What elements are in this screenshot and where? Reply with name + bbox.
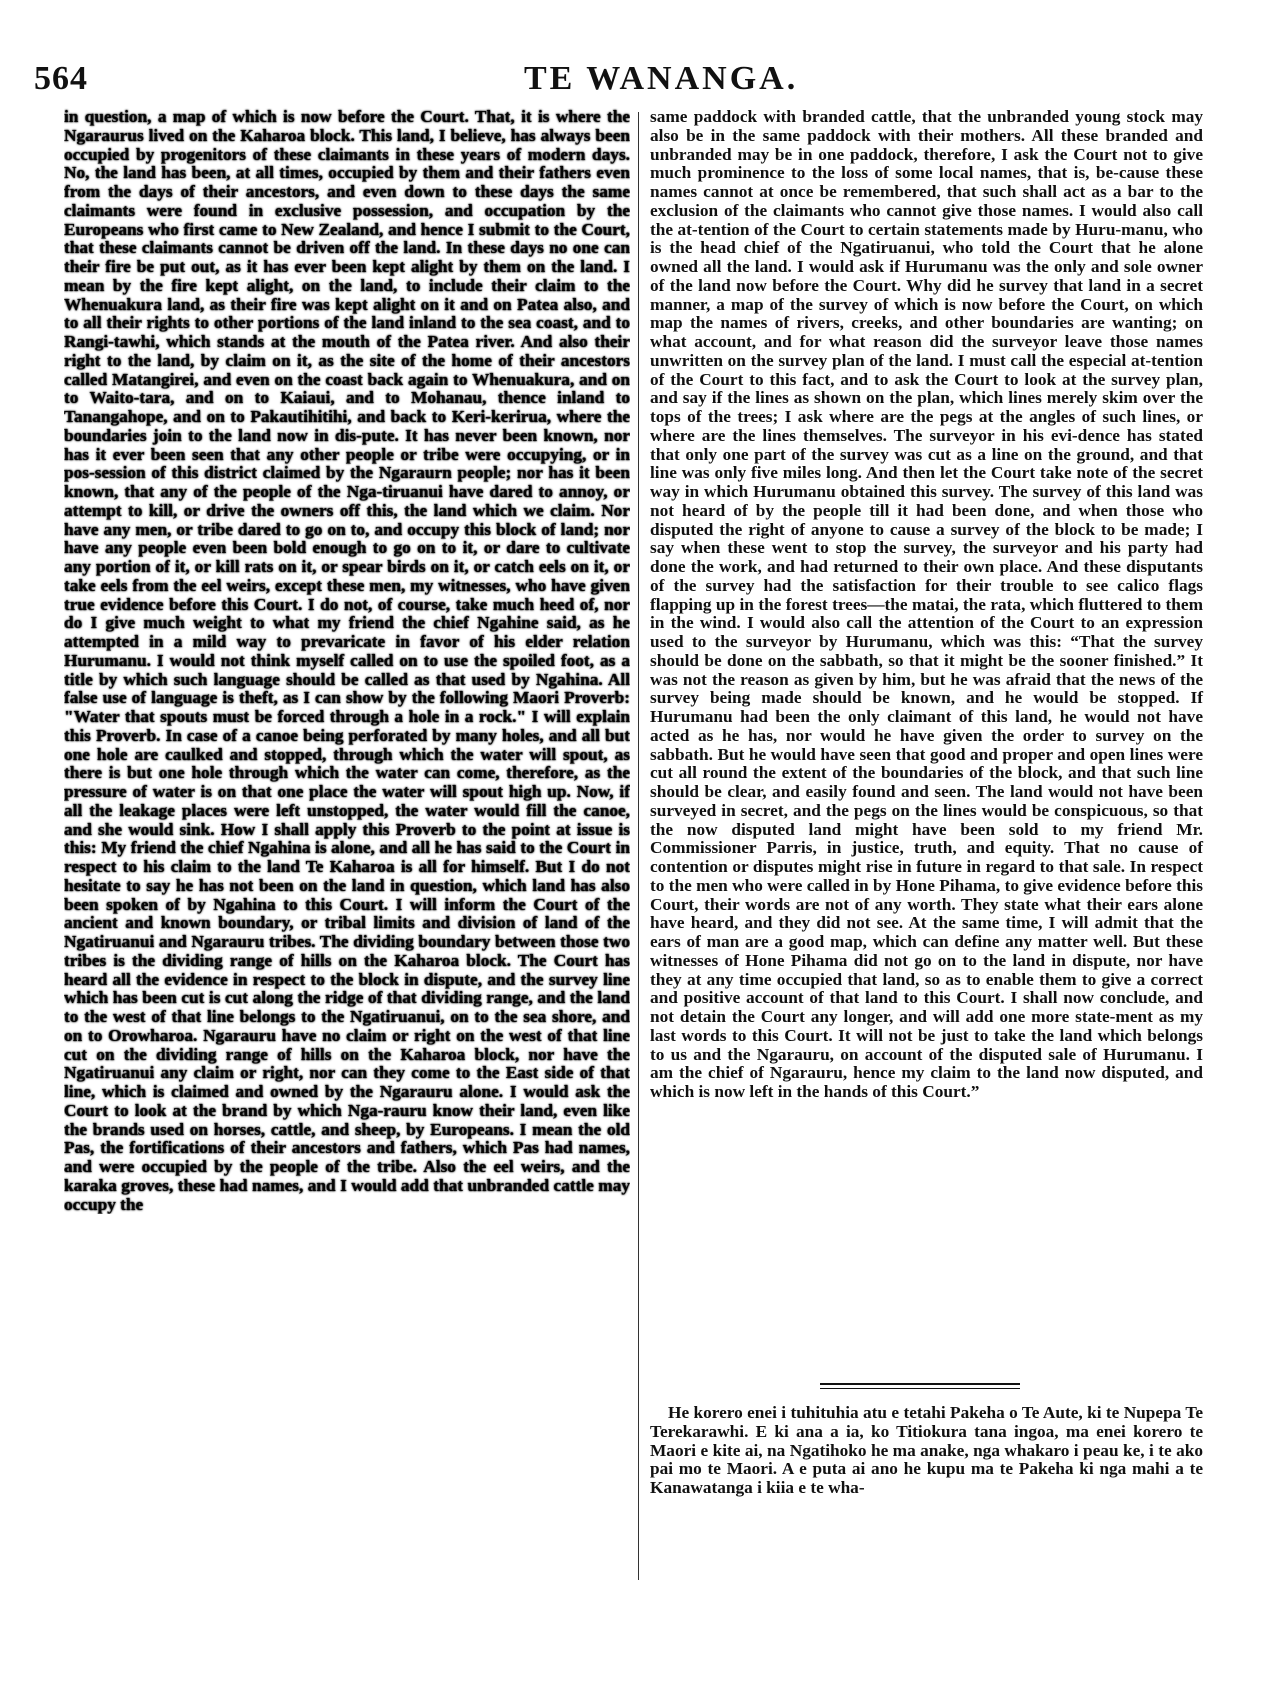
maori-notice xyxy=(650,1404,1203,1498)
section-separator xyxy=(820,1383,1020,1385)
right-column-text: same paddock with branded cattle, that the unbranded young stock may also be in the same paddock with their mothers. All these branded and unbranded may be in one paddock, therefore, I ask the Court not to give much prominence to the loss of some local names, that is, be-cause these names cannot at once be remembered, that such shall act as a bar to the exclusion of the claimants who cannot give those names. I would also call the at-tention of the Court to certain statements made by Huru-manu, who is the head chief of the Ngatiruanui, who told the Court that he alone owned all the land. I would ask if Hurumanu was the only and sole owner of the land now before the Court. Why did he survey that land in a secret manner, a map of the survey of which is now before the Court, on which map the names of rivers, creeks, and other boundaries are wanting; on what account, and for what reason did the surveyor leave those names unwritten on the survey plan of the land. I must call the especial at-tention of the Court to this fact, and to ask the Court to look at the survey plan, and say if the lines as shown on the plan, which lines merely skim over the tops of the trees; I ask where are the pegs at the angles of such lines, or where are the lines themselves. The surveyor in his evi-dence has stated that only one part of the survey was cut as a line on the ground, and that line was only five miles long. And then let the Court take note of the secret way in which Hurumanu obtained this survey. The survey of this land was not heard of by the people till it had been done, and when those who disputed the right of anyone to cause a survey of the block to be made; I say when these went to stop the survey, the surveyor and his party had done the work, and had returned to their own place. And these disputants of the survey had the satisfaction for their trouble to see calico flags flapping up in the forest trees—the matai, the rata, which fluttered to them in the wind. I would also call the attention of the Court to an expression used to the surveyor by Hurumanu, which was this: “That the survey should be done on the sabbath, so that it might be the sooner finished.” It was not the reason as given by him, but he was afraid that the news of the survey being made should be known, and he would be stopped. If Hurumanu had been the only claimant of this land, he would not have acted as he has, nor would he have given the order to survey on the sabbath. But he would have seen that good and proper and open lines were cut all round the extent of the boundaries of the block, and that such line should be clear, and easily found and seen. The land would not have been surveyed in secret, and the pegs on the lines would be conspicuous, so that the now disputed land might have been sold to my friend Mr. Commissioner Parris, in justice, truth, and equity. That no cause of contention or disputes might rise in future in regard to that sale. In respect to the men who were called in by Hone Pihama, to give evidence before this Court, their words are not of any worth. They state what their ears alone have heard, and they did not see. At the same time, I will admit that the ears of man are a good map, which can define any matter well. But these witnesses of Hone Pihama did not go on to the land in dispute, nor have they at any time occupied that land, so as to enable them to give a correct and positive account of that land to this Court. I shall now conclude, and not detain the Court any longer, and will add one more state-ment as my last words to this Court. It will not be just to take the land which belongs to us and the Ngarauru, on account of the disputed sale of Hurumanu. I am the chief of Ngarauru, hence my claim to the land now disputed, and which is now left in the hands of this Court.” xyxy=(650,107,1203,1101)
right-column xyxy=(650,108,1203,1518)
maori-notice-text: He korero enei i tuhituhia atu e tetahi Pakeha o Te Aute, ki te Nupepa Te Terekarawhi. E ki ana a ia, ko Titiokura tana ingoa, ma enei korero te Maori e kite ai, na Ngatihoko he ma anake, nga whakaro i peau ke, i te ako pai mo te Maori. A e puta ai ano he kupu ma te Pakeha ki nga mahi a te Kanawatanga i kiia e te wha- xyxy=(650,1403,1203,1497)
column-divider xyxy=(638,112,639,1580)
masthead-title: TE WANANGA. xyxy=(524,60,799,97)
page-number: 564 xyxy=(34,60,88,97)
section-separator-thin xyxy=(820,1388,1020,1389)
left-column xyxy=(64,108,630,1578)
page-header xyxy=(34,60,1234,110)
left-column-text: in question, a map of which is now before the Court. That, it is where the Ngaraurus lived on the Kaharoa block. This land, I believe, has always been occupied by progenitors of these claimants in these years of modern days. No, the land has been, at all times, occupied by them and their fathers even from the days of their ancestors, and even down to these days the same claimants were found in exclusive possession, and occupation by the Europeans who first came to New Zealand, and hence I submit to the Court, that these claimants cannot be driven off the land. In these days no one can their fire be put out, as it has ever been kept alight by them on the land. I mean by the fire kept alight, on the land, to include their claim to the Whenuakura land, as their fire was kept alight on it and on Patea also, and to all their rights to other portions of the land inland to the sea coast, and to Rangi-tawhi, which stands at the mouth of the Patea river. And also their right to the land, by claim on it, as the site of the home of their ancestors called Matangirei, and even on the coast back again to Whenuakura, and on to Waito-tara, and on to Kaiaui, and to Mohanau, thence inland to Tanangahope, and on to Pakautihitihi, and back to Keri-kerirua, where the boundaries join to the land now in dis-pute. It has never been known, nor has it ever been seen that any other people or tribe were occupying, or in pos-session of this district claimed by the Ngaraurn people; nor has it been known, that any of the people of the Nga-tiruanui have dared to annoy, or attempt to kill, or drive the owners off this, the land which we claim. Nor have any men, or tribe dared to go on to, and occupy this block of land; nor have any people even been bold enough to go on to it, or dare to cultivate any portion of it, or kill rats on it, or spear birds on it, or catch eels on it, or take eels from the eel weirs, except these men, my witnesses, who have given true evidence before this Court. I do not, of course, take much heed of, nor do I give much weight to what my friend the chief Ngahine said, as he attempted in a mild way to prevaricate in favor of his elder relation Hurumanu. I would not think myself called on to use the spoiled foot, as a title by which such language should be called as that used by Ngahina. All false use of language is theft, as I can show by the following Maori Proverb: "Water that spouts must be forced through a hole in a rock." I will explain this Proverb. In case of a canoe being perforated by many holes, and all but one hole are caulked and stopped, through which the water will spout, as there is but one hole through which the water can come, therefore, as the pressure of water is on that one place the water will spout high up. Now, if all the leakage places were left unstopped, the water would fill the canoe, and she would sink. How I shall apply this Proverb to the point at issue is this: My friend the chief Ngahina is alone, and all he has said to the Court in respect to his claim to the land Te Kaharoa is all for himself. But I do not hesitate to say he has not been on the land in question, which land has also been spoken of by Ngahina to this Court. I will inform the Court of the ancient and known boundary, or tribal limits and division of land of the Ngatiruanui and Ngarauru tribes. The dividing boundary between those two tribes is the dividing range of hills on the Kaharoa block. The Court has heard all the evidence in respect to the block in dispute, and the survey line which has been cut is cut along the ridge of that dividing range, and the land to the west of that line belongs to the Ngatiruanui, on to the sea shore, and on to Orowharoa. Ngarauru have no claim or right on the west of that line cut on the dividing range of hills on the Kaharoa block, nor have the Ngatiruanui any claim or right, nor can they come to the East side of that line, which is claimed and owned by the Ngarauru alone. I would ask the Court to look at the brand by which Nga-rauru know their land, even like the brands used on horses, cattle, and sheep, by Europeans. I mean the old Pas, the fortifications of their ancestors and fathers, which Pas had names, and were occupied by the people of the tribe. Also the eel weirs, and the karaka groves, these had names, and I would add that unbranded cattle may occupy the xyxy=(64,108,630,1214)
